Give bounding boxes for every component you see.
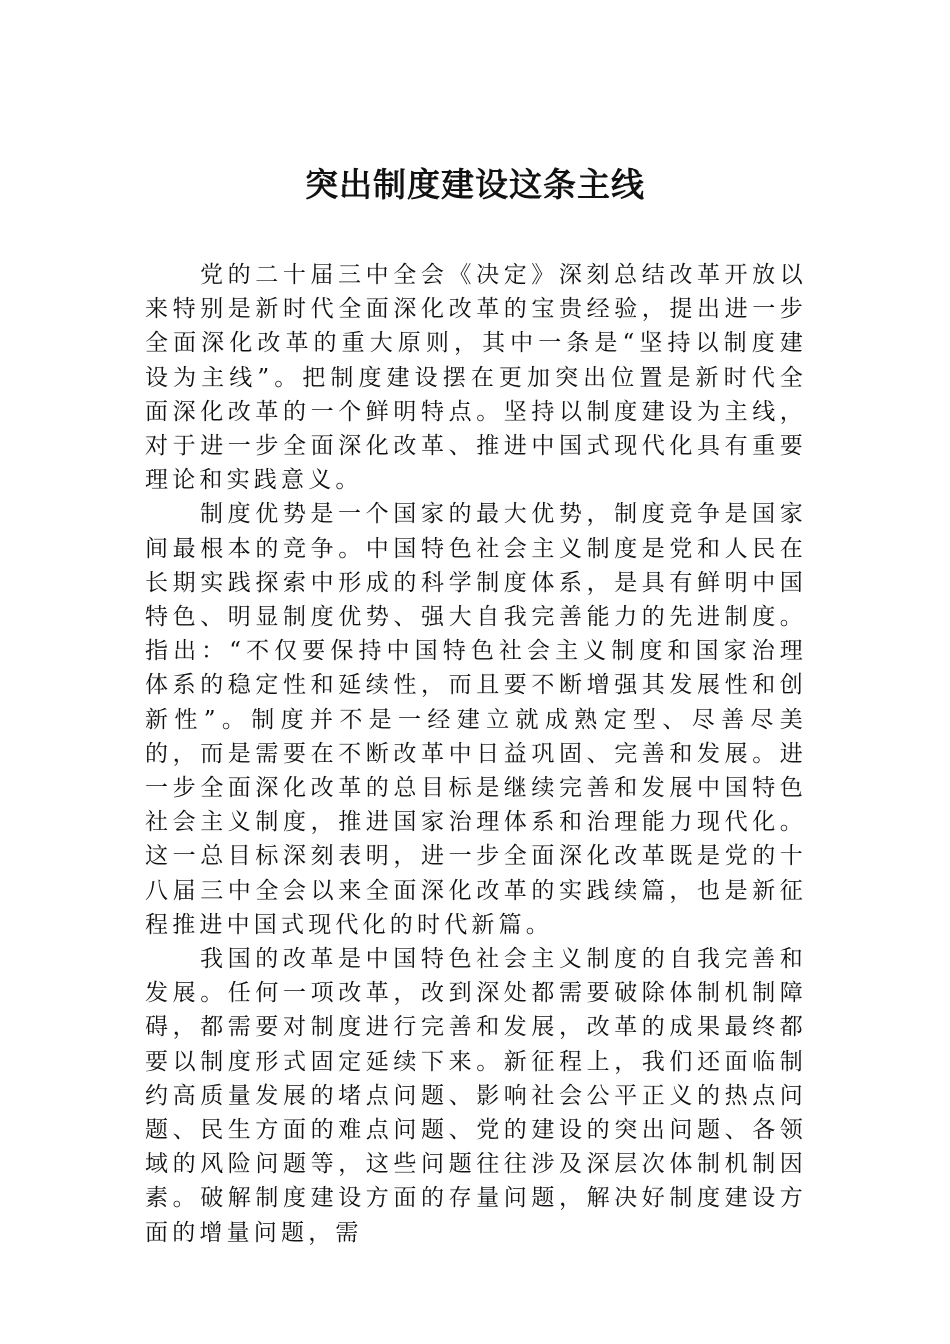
document-body	[145, 258, 807, 1250]
document-title: 突出制度建设这条主线	[305, 165, 645, 204]
paragraph-1: 党的二十届三中全会《决定》深刻总结改革开放以来特别是新时代全面深化改革的宝贵经验，提出进一步全面深化改革的重大原则，其中一条是“坚持以制度建设为主线”。把制度建设摆在更加突出位置是新时代全面深化改革的一个鲜明特点。坚持以制度建设为主线，对于进一步全面深化改革、推进中国式现代化具有重要理论和实践意义。	[145, 262, 807, 494]
paragraph-3: 我国的改革是中国特色社会主义制度的自我完善和发展。任何一项改革，改到深处都需要破除体制机制障碍，都需要对制度进行完善和发展，改革的成果最终都要以制度形式固定延续下来。新征程上，我们还面临制约高质量发展的堵点问题、影响社会公平正义的热点问题、民生方面的难点问题、党的建设的突出问题、各领域的风险问题等，这些问题往往涉及深层次体制机制因素。破解制度建设方面的存量问题，解决好制度建设方面的增量问题，需	[145, 946, 807, 1246]
paragraph-2: 制度优势是一个国家的最大优势，制度竞争是国家间最根本的竞争。中国特色社会主义制度是党和人民在长期实践探索中形成的科学制度体系，是具有鲜明中国特色、明显制度优势、强大自我完善能力的先进制度。指出：“不仅要保持中国特色社会主义制度和国家治理体系的稳定性和延续性，而且要不断增强其发展性和创新性”。制度并不是一经建立就成熟定型、尽善尽美的，而是需要在不断改革中日益巩固、完善和发展。进一步全面深化改革的总目标是继续完善和发展中国特色社会主义制度，推进国家治理体系和治理能力现代化。这一总目标深刻表明，进一步全面深化改革既是党的十八届三中全会以来全面深化改革的实践续篇，也是新征程推进中国式现代化的时代新篇。	[145, 501, 807, 938]
